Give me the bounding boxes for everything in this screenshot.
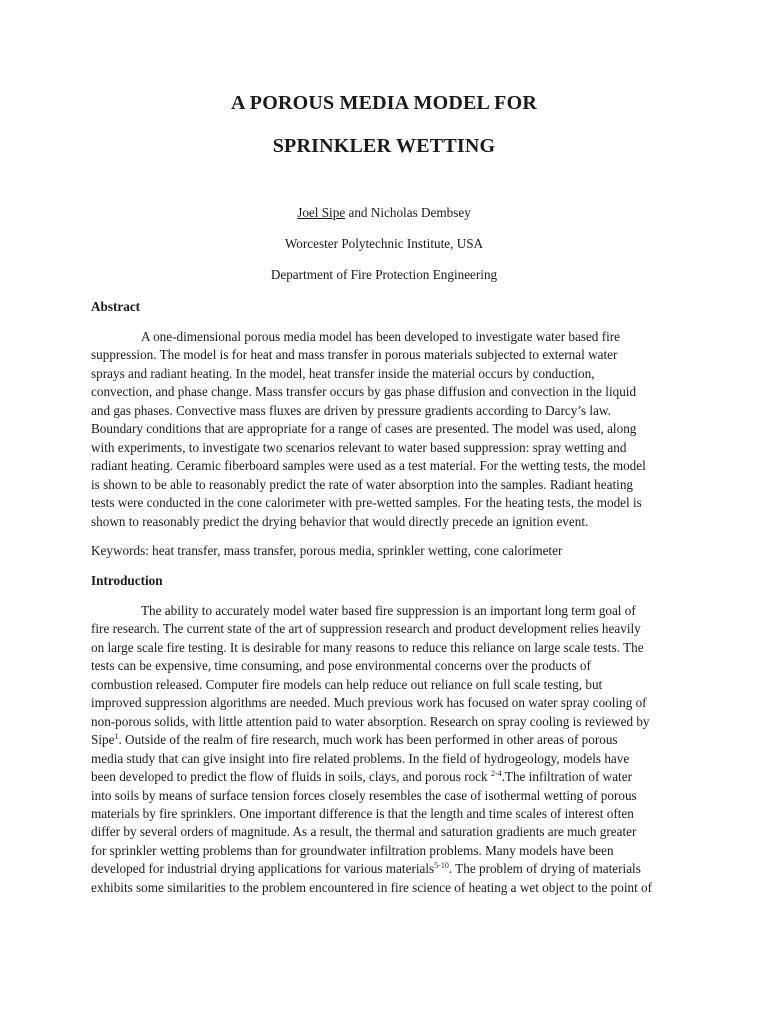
intro-line: into soils by means of surface tension forces closely resembles the case of isothermal wetting of porous: [91, 787, 637, 803]
institution: Worcester Polytechnic Institute, USA: [284, 236, 484, 251]
author-connector: and: [345, 205, 371, 220]
intro-line: [91, 731, 681, 749]
intro-line: media study that can give insight into fire related problems. In the field of hydrogeology, models have: [91, 750, 630, 766]
department: Department of Fire Protection Engineering: [270, 267, 498, 282]
abstract-line: Boundary conditions that are appropriate for a range of cases are presented. The model was used, along: [91, 421, 637, 437]
intro-text: been developed to predict the flow of fluids in soils, clays, and porous rock: [91, 769, 491, 785]
intro-text: . The problem of drying of materials: [448, 861, 641, 877]
intro-text: developed for industrial drying applications for various materials: [91, 861, 435, 877]
abstract-line: and gas phases. Convective mass fluxes are driven by pressure gradients according to Darcy’s law.: [91, 402, 611, 418]
intro-line: materials by fire sprinklers. One important difference is that the length and time scales of interest often: [91, 805, 634, 821]
introduction-body: [91, 602, 681, 897]
author-first: Joel Sipe: [297, 205, 346, 220]
intro-line: non-porous solids, with little attention paid to water absorption. Research on spray cooling is reviewed by: [91, 713, 650, 729]
intro-line: for sprinkler wetting problems than for groundwater infiltration problems. Many models have been: [91, 842, 614, 858]
abstract-heading: Abstract: [91, 299, 141, 314]
abstract-line: shown to reasonably predict the drying behavior that would directly precede an ignition event.: [91, 513, 589, 529]
intro-text: .The infiltration of water: [501, 769, 632, 785]
abstract-body: [91, 328, 681, 531]
keywords: Keywords: heat transfer, mass transfer, porous media, sprinkler wetting, cone calorimeter: [91, 543, 563, 558]
intro-line: The ability to accurately model water based fire suppression is an important long term goal of: [141, 603, 636, 618]
introduction-heading: Introduction: [91, 573, 163, 588]
paper-title-line-1: A POROUS MEDIA MODEL FOR: [231, 92, 537, 114]
abstract-line: with experiments, to investigate two scenarios relevant to water based suppression: spray wetting and: [91, 439, 627, 455]
intro-line: [91, 860, 681, 878]
abstract-line: convection, and phase change. Mass transfer occurs by gas phase diffusion and convection in the liquid: [91, 384, 637, 400]
intro-line: exhibits some similarities to the problem encountered in fire science of heating a wet object to the point of: [91, 879, 653, 895]
intro-line: fire research. The current state of the art of suppression research and product development relies heavily: [91, 621, 641, 637]
intro-text: Sipe: [91, 732, 115, 748]
citation-superscript: 5-10: [434, 861, 449, 871]
author-second: Nicholas Dembsey: [370, 205, 471, 220]
abstract-line: is shown to be able to reasonably predict the rate of water absorption into the samples. Radiant heating: [91, 476, 634, 492]
intro-line: differ by several orders of magnitude. As a result, the thermal and saturation gradients are much greater: [91, 824, 637, 840]
intro-line: combustion released. Computer fire models can help reduce out reliance on full scale testing, but: [91, 676, 603, 692]
paper-title-line-2: SPRINKLER WETTING: [272, 135, 496, 157]
intro-line: tests can be expensive, time consuming, and pose environmental concerns over the products of: [91, 658, 591, 674]
abstract-line: suppression. The model is for heat and mass transfer in porous materials subjected to external water: [91, 347, 618, 363]
intro-line: on large scale fire testing. It is desirable for many reasons to reduce this reliance on large scale tests. The: [91, 639, 644, 655]
abstract-line: radiant heating. Ceramic fiberboard samples were used as a test material. For the wetting tests, the model: [91, 458, 646, 474]
abstract-line: sprays and radiant heating. In the model, heat transfer inside the material occurs by conduction,: [91, 365, 595, 381]
citation-superscript: 1: [114, 732, 119, 742]
abstract-line: A one-dimensional porous media model has been developed to investigate water based fire: [141, 329, 620, 344]
author-list: [0, 205, 768, 221]
abstract-line: tests were conducted in the cone calorimeter with pre-wetted samples. For the heating tests, the model is: [91, 495, 642, 511]
intro-line: improved suppression algorithms are needed. Much previous work has focused on water spray cooling of: [91, 695, 647, 711]
intro-text: . Outside of the realm of fire research, much work has been performed in other areas of porous: [118, 732, 618, 748]
intro-line: [91, 768, 681, 786]
citation-superscript: 2-4: [490, 769, 502, 779]
